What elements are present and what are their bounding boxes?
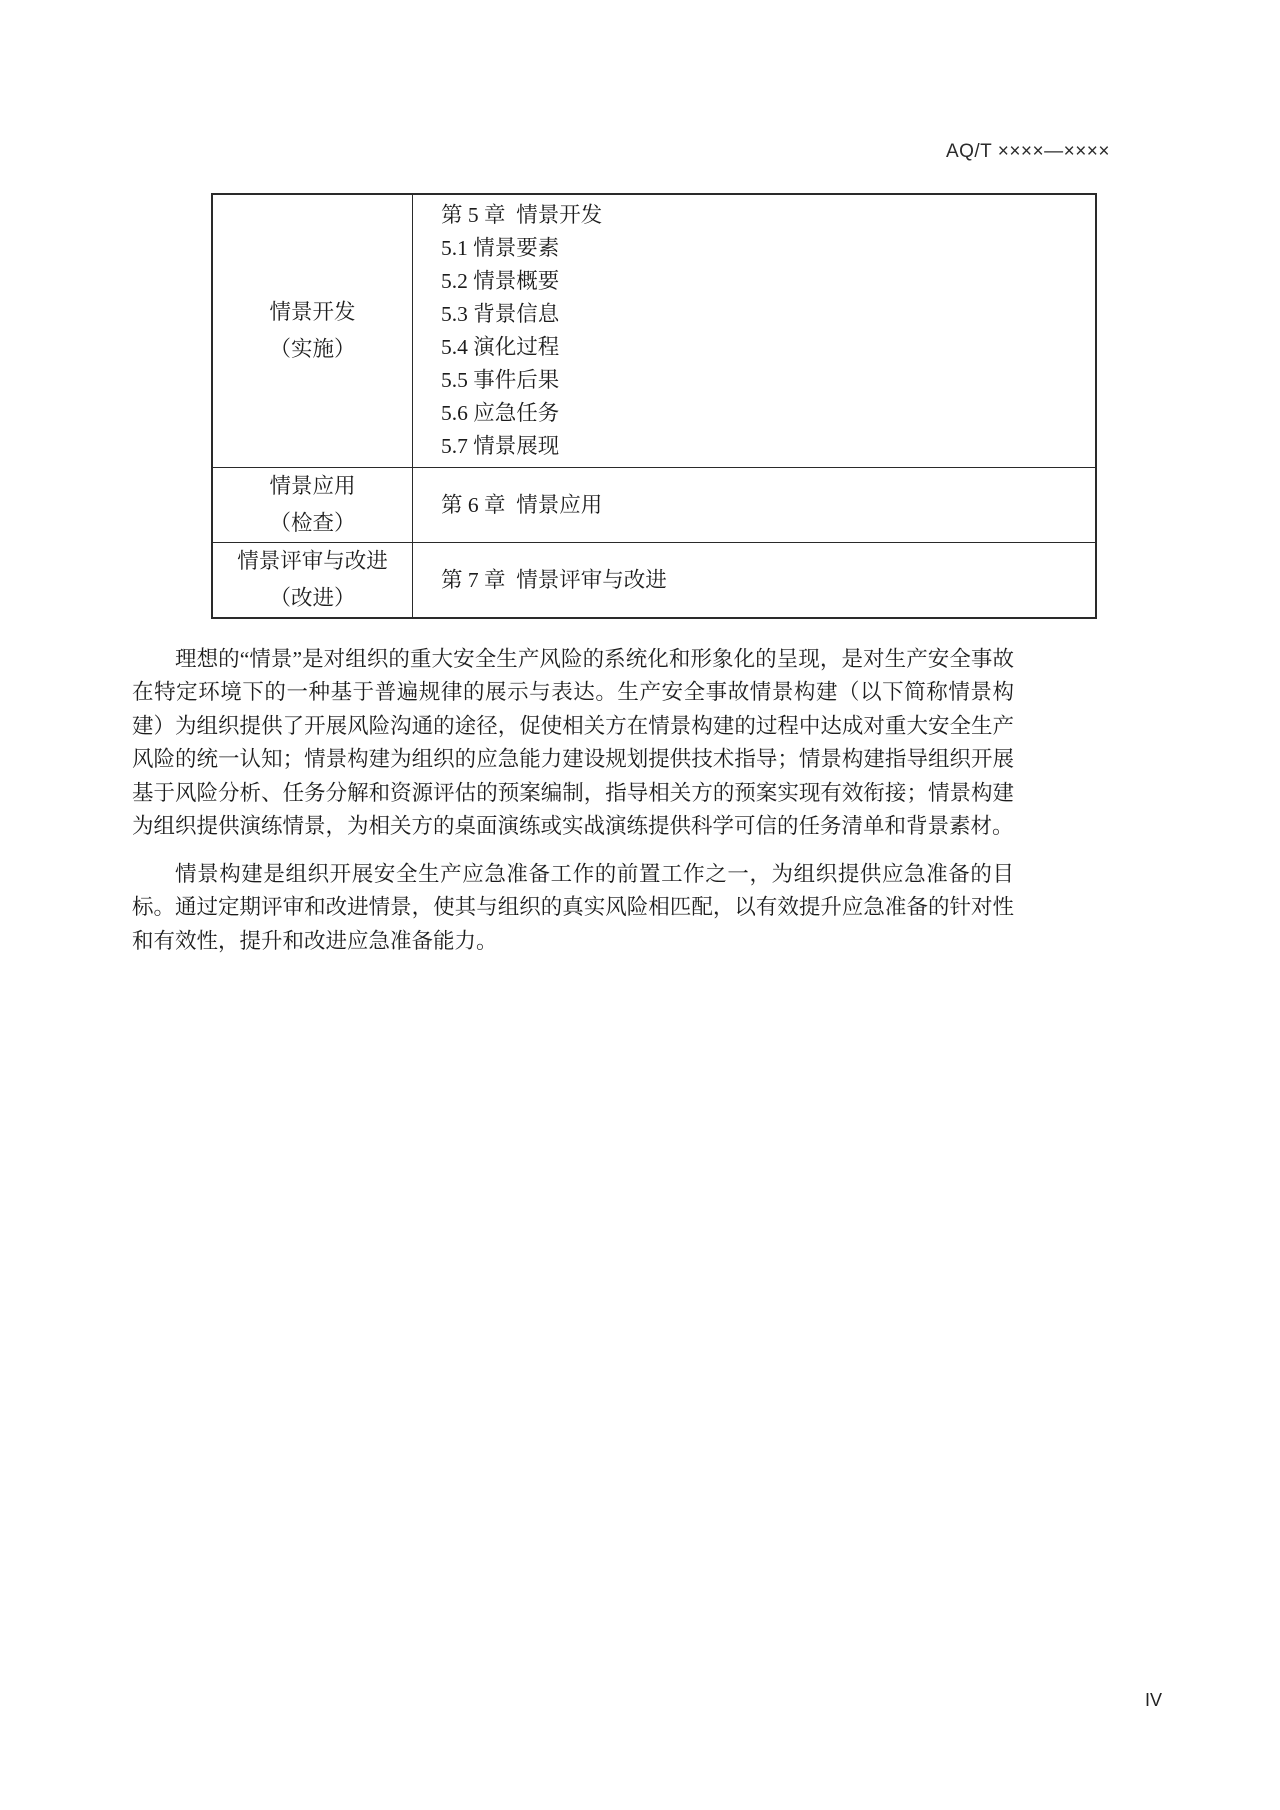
table-row: [212, 194, 1096, 468]
stage-name: 情景开发: [269, 300, 356, 324]
stage-name: 情景评审与改进: [237, 549, 388, 573]
stage-cell: [212, 194, 413, 468]
chapter-entry: 第 5 章 情景开发: [441, 203, 603, 227]
chapter-entry: 5.5 事件后果: [441, 368, 560, 392]
body-paragraph: 情景构建是组织开展安全生产应急准备工作的前置工作之一，为组织提供应急准备的目标。通过定期评审和改进情景，使其与组织的真实风险相匹配，以有效提升应急准备的针对性和有效性，提升和改进应急准备能力。: [132, 862, 1014, 953]
chapter-entry: 第 6 章 情景应用: [441, 492, 603, 517]
body-paragraph: 理想的“情景”是对组织的重大安全生产风险的系统化和形象化的呈现，是对生产安全事故在特定环境下的一种基于普遍规律的展示与表达。生产安全事故情景构建（以下简称情景构建）为组织提供了开展风险沟通的途径，促使相关方在情景构建的过程中达成对重大安全生产风险的统一认知；情景构建为组织的应急能力建设规划提供技术指导；情景构建指导组织开展基于风险分析、任务分解和资源评估的预案编制，指导相关方的预案实现有效衔接；情景构建为组织提供演练情景，为相关方的桌面演练或实战演练提供科学可信的任务清单和背景素材。: [132, 647, 1014, 839]
chapter-cell: [413, 194, 1097, 468]
chapter-entry: 5.6 应急任务: [441, 401, 560, 425]
stage-cell: [212, 468, 413, 543]
page-number: IV: [1144, 1690, 1162, 1710]
chapter-mapping-table: [211, 193, 1097, 619]
stage-note: （实施）: [269, 337, 356, 361]
chapter-entry: 5.4 演化过程: [441, 335, 560, 359]
standard-code-header: AQ/T ××××—××××: [945, 141, 1110, 162]
chapter-entry: 5.3 背景信息: [441, 302, 560, 326]
chapter-cell: [413, 468, 1097, 543]
stage-note: （检查）: [269, 511, 356, 535]
chapter-entry: 5.2 情景概要: [441, 269, 560, 293]
chapter-cell: [413, 543, 1097, 619]
stage-note: （改进）: [269, 586, 356, 610]
stage-cell: [212, 543, 413, 619]
stage-name: 情景应用: [269, 474, 356, 498]
table-row: [212, 468, 1096, 543]
chapter-entry: 第 7 章 情景评审与改进: [441, 567, 667, 592]
chapter-entry: 5.1 情景要素: [441, 236, 560, 260]
table-row: [212, 543, 1096, 619]
chapter-entry: 5.7 情景展现: [441, 434, 560, 458]
